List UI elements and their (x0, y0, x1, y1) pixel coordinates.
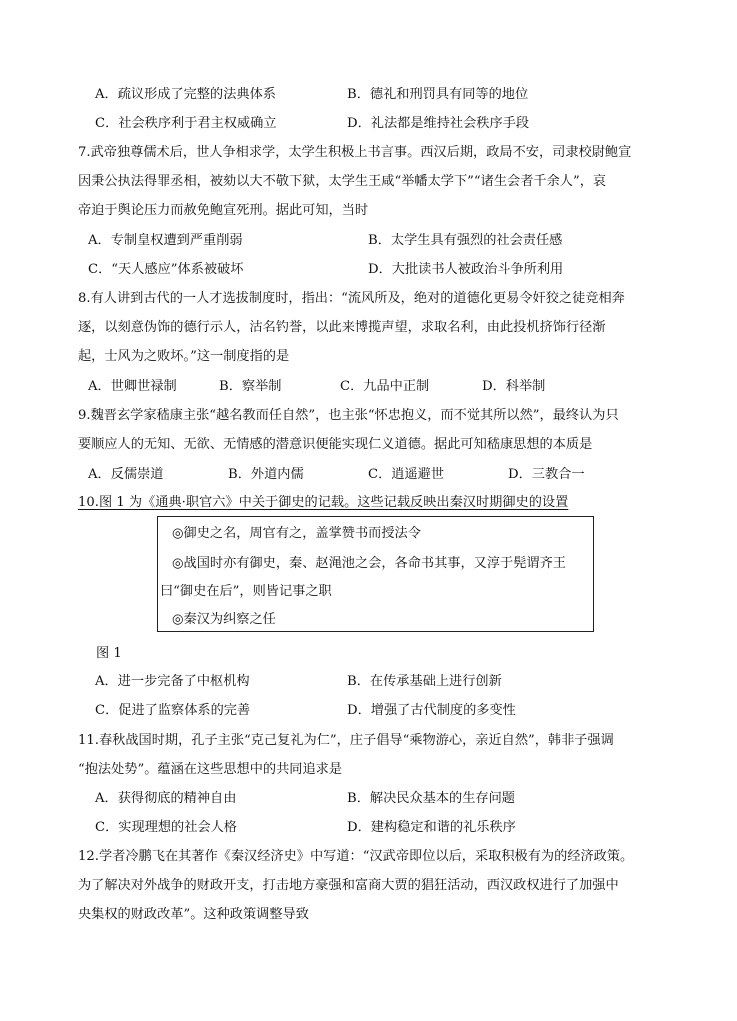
q7-option-b: B．太学生具有强烈的社会责任感 (368, 233, 563, 248)
q10-box-line-1: ◎御史之名，周官有之，盖掌赞书而授法令 (172, 526, 421, 541)
q12-stem-line-1: 12.学者冷鹏飞在其著作《秦汉经济史》中写道：“汉武帝即位以后，采取积极有为的经济政策。 (78, 849, 634, 864)
q6-option-a: A．疏议形成了完整的法典体系 (95, 87, 276, 102)
q9-option-a: A．反儒崇道 (88, 467, 164, 482)
q10-box-line-2: ◎战国时亦有御史，秦、赵渑池之会，各命书其事，又淳于髡谓齐王 (172, 556, 566, 571)
q10-option-b: B．在传承基础上进行创新 (347, 674, 502, 689)
figure-caption: 图 1 (96, 646, 122, 661)
q10-stem: 10.图 1 为《通典·职官六》中关于御史的记载。这些记载反映出秦汉时期御史的设置 (78, 495, 569, 510)
q8-stem-line-3: 起，士风为之败坏。”这一制度指的是 (78, 349, 290, 364)
q7-stem-line-2: 因秉公执法得罪丞相，被劾以大不敬下狱，太学生王咸“举幡太学下”“诸生会者千余人”，哀 (78, 174, 607, 189)
q8-stem-line-2: 逐，以刻意伪饰的德行示人，沽名钓誉，以此来博揽声望，求取名利，由此投机挤饰行径渐 (78, 320, 606, 335)
q9-option-b: B．外道内儒 (228, 467, 304, 482)
q7-option-a: A．专制皇权遭到严重削弱 (88, 233, 243, 248)
q11-stem-line-1: 11.春秋战国时期，孔子主张“克己复礼为仁”，庄子倡导“乘物游心，亲近自然”，韩非子强调 (78, 733, 614, 748)
q10-option-a: A．进一步完备了中枢机构 (95, 674, 250, 689)
q10-option-d: D．增强了古代制度的多变性 (347, 703, 516, 718)
q6-option-c: C．社会秩序利于君主权威确立 (95, 116, 277, 131)
q9-option-c: C．逍遥避世 (368, 467, 445, 482)
q8-stem-line-1: 8.有人讲到古代的一人才选拔制度时，指出：“流风所及，绝对的道德化更易令奸狡之徒竞相奔 (78, 291, 625, 306)
q11-option-d: D．建构稳定和谐的礼乐秩序 (347, 820, 516, 835)
q11-option-c: C．实现理想的社会人格 (95, 820, 237, 835)
q8-option-c: C．九品中正制 (340, 379, 430, 394)
q6-option-d: D．礼法都是维持社会秩序手段 (347, 116, 530, 131)
q9-stem-line-2: 要顺应人的无知、无欲、无情感的潜意识便能实现仁义道德。据此可知嵇康思想的本质是 (78, 437, 593, 452)
q11-stem-line-2: “抱法处势”。蕴涵在这些思想中的共同追求是 (78, 762, 343, 777)
q7-option-c: C．“天人感应”体系被破坏 (88, 262, 244, 277)
q12-stem-line-3: 央集权的财政改革”。这种政策调整导致 (78, 907, 309, 922)
q7-option-d: D．大批读书人被政治斗争所利用 (368, 262, 564, 277)
q7-stem-line-3: 帝迫于舆论压力而赦免鲍宣死刑。据此可知，当时 (78, 203, 369, 218)
q8-option-d: D．科举制 (482, 379, 546, 394)
q9-option-d: D．三教合一 (508, 467, 585, 482)
q8-option-a: A．世卿世禄制 (88, 379, 177, 394)
q11-option-a: A．获得彻底的精神自由 (95, 791, 237, 806)
q6-option-b: B．德礼和刑罚具有同等的地位 (347, 87, 529, 102)
q8-option-b: B．察举制 (219, 379, 282, 394)
q7-stem-line-1: 7.武帝独尊儒术后，世人争相求学，太学生积极上书言事。西汉后期，政局不安，司隶校尉鲍宣 (78, 145, 632, 160)
q10-option-c: C．促进了监察体系的完善 (95, 703, 251, 718)
q10-box-line-3: 曰“御史在后”，则皆记事之职 (160, 584, 332, 599)
q9-stem-line-1: 9.魏晋玄学家嵇康主张“越名教而任自然”，也主张“怀忠抱义，而不觉其所以然”，最终认为只 (78, 408, 619, 423)
q11-option-b: B．解决民众基本的生存问题 (347, 791, 515, 806)
q10-box-line-4: ◎秦汉为纠察之任 (172, 612, 276, 627)
q12-stem-line-2: 为了解决对外战争的财政开支，打击地方豪强和富商大贾的猖狂活动，西汉政权进行了加强中 (78, 878, 619, 893)
